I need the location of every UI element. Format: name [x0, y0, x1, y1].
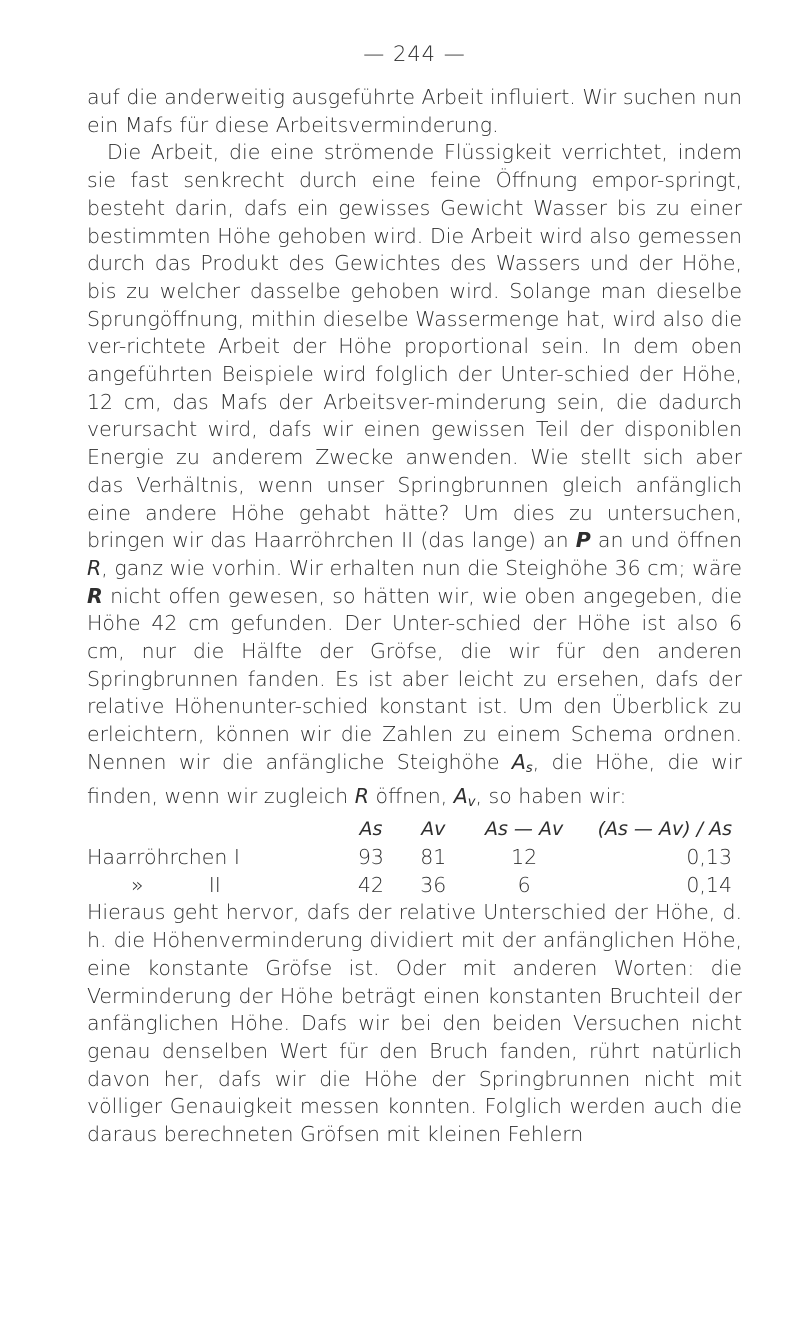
text-run: , die Höhe, die wir finden, wenn wir zugleich	[87, 749, 742, 808]
table-cell: 42	[357, 872, 384, 897]
text-run: an und öffnen	[590, 528, 742, 553]
text-run: Hieraus geht hervor, dafs der relative Unterschied der Höhe, d. h. die Höhenverminderung dividiert mit der anfänglichen Höhe, eine konstante Gröfse ist. Oder mit anderen Worten: die Verminderung der Höhe beträgt einen konstanten Bruchteil der anfänglichen Höhe. Dafs wir bei den beiden Versuchen nicht genau denselben Wert für den Bruch fanden, rührt natürlich davon her, dafs wir die Höhe der Springbrunnen nicht mit völliger Genauigkeit messen konnten. Folglich werden auch die daraus berechneten Gröfsen mit kleinen Fehlern	[87, 900, 742, 1147]
text-run: nicht offen gewesen, so hätten wir, wie oben angegeben, die Höhe 42 cm gefunden. Der Unter-schied der Höhe ist also 6 cm, nur die Hälfte der Gröfse, die wir für den anderen Springbrunnen fanden. Es ist aber leicht zu ersehen, dafs der relative Höhenunter-schied konstant ist. Um den Überblick zu erleichtern, können wir die Zahlen zu einem Schema ordnen. Nennen wir die anfängliche Steighöhe	[87, 583, 742, 774]
text-run: R	[87, 555, 102, 580]
text-run: s	[525, 760, 533, 776]
text-run: öffnen,	[368, 783, 454, 808]
table-row	[87, 844, 742, 872]
table-header-cell: (As — Av) / As	[597, 818, 732, 841]
table-row	[87, 872, 742, 900]
data-table	[87, 816, 742, 899]
table-cell: 81	[420, 844, 447, 869]
text-run: A	[453, 783, 468, 808]
page-header: — 244 —	[363, 42, 466, 66]
text-run: A	[511, 749, 526, 774]
table-header-cell: As	[359, 818, 383, 841]
table-header-cell: As — Av	[485, 818, 564, 841]
text-run: Die Arbeit, die eine strömende Flüssigkeit verrichtet, indem sie fast senkrecht durch eine feine Öffnung empor-springt, besteht darin, dafs ein gewisses Gewicht Wasser bis zu einer bestimmten Höhe gehoben wird. Die Arbeit wird also gemessen durch das Produkt des Gewichtes des Wassers und der Höhe, bis zu welcher dasselbe gehoben wird. Solange man dieselbe Sprungöffnung, mithin dieselbe Wassermenge hat, wird also die ver-richtete Arbeit der Höhe proportional sein. In dem oben angeführten Beispiele wird folglich der Unter-schied der Höhe, 12 cm, das Mafs der Arbeitsver-minderung sein, die dadurch verursacht wird, dafs wir einen gewissen Teil der disponiblen Energie zu anderem Zwecke anwenden. Wie stellt sich aber das Verhältnis, wenn unser Springbrunnen gleich anfänglich eine andere Höhe gehabt hätte? Um dies zu untersuchen, bringen wir das Haarröhrchen II (das lange) an	[87, 140, 742, 553]
paragraph	[87, 84, 742, 139]
table-header-cell: Av	[421, 818, 446, 841]
paragraphs-before-table	[87, 84, 742, 816]
table-cell: 36	[420, 872, 447, 897]
text-run: P	[575, 528, 591, 553]
text-run: v	[467, 794, 476, 810]
table-header-row	[87, 816, 742, 844]
text-run: , ganz wie vorhin. Wir erhalten nun die Steighöhe 36 cm; wäre	[101, 555, 742, 580]
text-run: R	[87, 583, 103, 608]
table-cell: 0,13	[686, 844, 732, 869]
text-run: , so haben wir:	[475, 783, 627, 808]
text-run: R	[354, 783, 369, 808]
body-text	[87, 84, 742, 1149]
table-cell: 93	[357, 844, 384, 869]
paragraph	[87, 899, 742, 1148]
table-cell: 0,14	[686, 872, 732, 897]
table-header-cell	[87, 816, 339, 844]
table-cell: » II	[131, 872, 221, 897]
paragraph	[87, 139, 742, 816]
paragraphs-after-table	[87, 899, 742, 1148]
text-run: auf die anderweitig ausgeführte Arbeit influiert. Wir suchen nun ein Mafs für diese Arbeitsverminderung.	[87, 85, 742, 137]
table-cell: Haarröhrchen I	[87, 844, 240, 869]
table-cell: 12	[511, 844, 538, 869]
table-cell: 6	[517, 872, 531, 897]
